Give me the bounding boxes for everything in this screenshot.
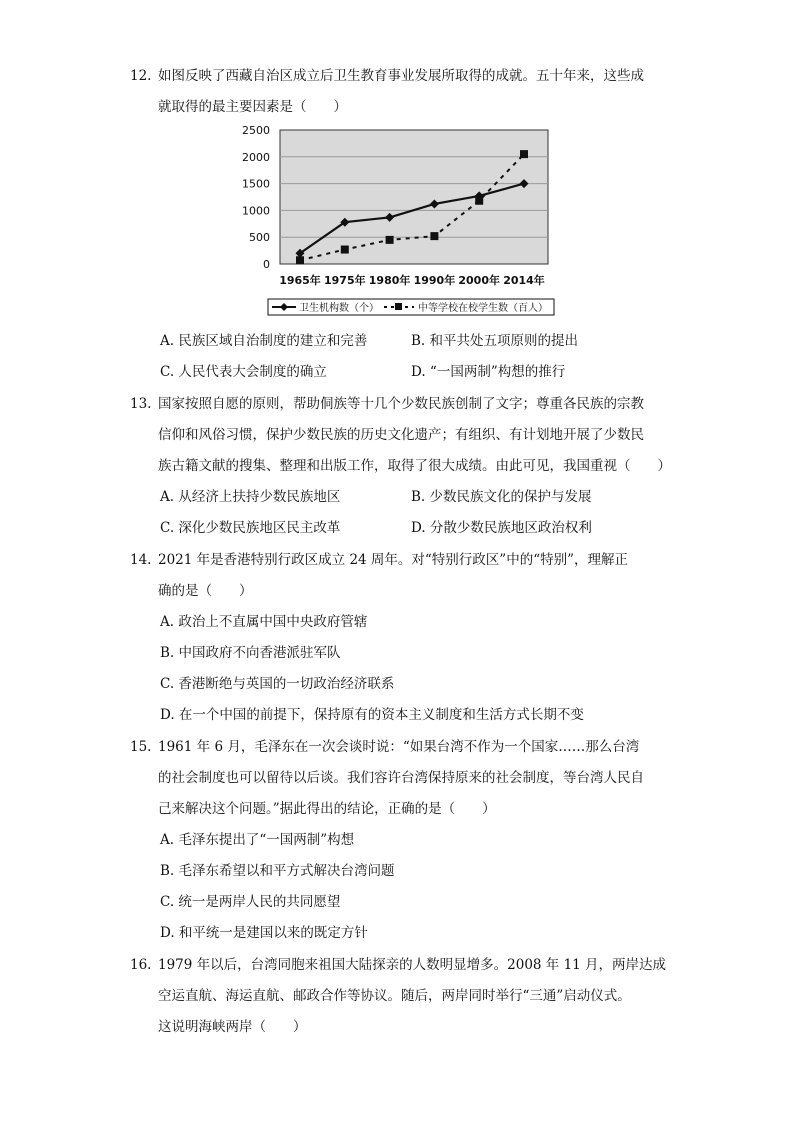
option-a[interactable]: A. 民族区域自治制度的建立和完善 [160, 333, 368, 349]
question-text: 己来解决这个问题。”据此得出的结论，正确的是（ ） [158, 801, 496, 817]
option-c[interactable]: C. 统一是两岸人民的共同愿望 [160, 894, 341, 910]
legend-marker-students [395, 303, 402, 310]
x-tick-label: 1980年 [368, 274, 411, 287]
option-c[interactable]: C. 香港断绝与英国的一切政治经济联系 [160, 676, 395, 692]
option-c[interactable]: C. 人民代表大会制度的确立 [160, 364, 327, 380]
question-text: 这说明海峡两岸（ ） [158, 1019, 307, 1035]
question-text: 2021 年是香港特别行政区成立 24 周年。对“特别行政区”中的“特别”，理解正 [158, 552, 629, 568]
y-tick-label: 2500 [242, 124, 270, 137]
y-tick-label: 1000 [242, 204, 270, 218]
plot-area [280, 130, 548, 264]
data-point-students [520, 150, 528, 158]
question-number: 14. [130, 552, 152, 568]
line-chart [238, 122, 558, 322]
x-tick-label: 1975年 [323, 274, 366, 287]
y-tick-label: 2000 [242, 150, 270, 164]
option-c[interactable]: C. 深化少数民族地区民主改革 [160, 520, 341, 536]
data-point-students [296, 256, 304, 264]
x-tick-label: 2014年 [503, 274, 545, 287]
question-number: 15. [130, 739, 152, 755]
data-point-students [475, 197, 483, 205]
question-text: 空运直航、海运直航、邮政合作等协议。随后，两岸同时举行“三通”启动仪式。 [158, 988, 631, 1004]
question-text: 如图反映了西藏自治区成立后卫生教育事业发展所取得的成就。五十年来，这些成 [158, 68, 644, 84]
option-d[interactable]: D. 在一个中国的前提下，保持原有的资本主义制度和生活方式长期不变 [160, 707, 584, 723]
option-b[interactable]: B. 毛泽东希望以和平方式解决台湾问题 [160, 863, 395, 879]
data-point-students [430, 232, 438, 240]
y-tick-label: 500 [249, 231, 270, 245]
chart-svg [238, 122, 558, 322]
option-b[interactable]: B. 少数民族文化的保护与发展 [411, 489, 592, 505]
x-tick-label: 1990年 [413, 274, 456, 287]
data-point-students [341, 246, 349, 254]
question-number: 12. [130, 68, 152, 84]
question-number: 13. [130, 396, 152, 412]
option-a[interactable]: A. 毛泽东提出了“一国两制”构想 [160, 832, 355, 848]
option-d[interactable]: D. “一国两制”构想的推行 [411, 364, 566, 380]
option-a[interactable]: A. 从经济上扶持少数民族地区 [160, 489, 341, 505]
question-text: 国家按照自愿的原则，帮助侗族等十几个少数民族创制了文字；尊重各民族的宗教 [158, 396, 644, 412]
legend-label-health: 卫生机构数（个） [299, 303, 379, 314]
x-tick-label: 1965年 [279, 274, 321, 287]
legend-label-students: 中等学校在校学生数（百人） [418, 303, 548, 314]
y-tick-label: 0 [263, 258, 270, 271]
option-a[interactable]: A. 政治上不直属中国中央政府管辖 [160, 614, 368, 630]
question-text: 就取得的最主要因素是（ ） [158, 99, 347, 115]
question-text: 的社会制度也可以留待以后谈。我们容许台湾保持原来的社会制度，等台湾人民自 [158, 770, 644, 786]
question-text: 1979 年以后，台湾同胞来祖国大陆探亲的人数明显增多。2008 年 11 月，两岸达成 [158, 957, 667, 973]
y-tick-label: 1500 [242, 177, 270, 191]
option-b[interactable]: B. 中国政府不向香港派驻军队 [160, 645, 341, 661]
question-text: 信仰和风俗习惯，保护少数民族的历史文化遗产；有组织、有计划地开展了少数民 [158, 427, 644, 443]
question-number: 16. [130, 957, 152, 973]
option-b[interactable]: B. 和平共处五项原则的提出 [411, 333, 579, 349]
question-text: 1961 年 6 月，毛泽东在一次会谈时说：“如果台湾不作为一个国家……那么台湾 [158, 739, 640, 755]
option-d[interactable]: D. 和平统一是建国以来的既定方针 [160, 925, 368, 941]
data-point-students [386, 236, 394, 244]
question-text: 族古籍文献的搜集、整理和出版工作，取得了很大成绩。由此可见，我国重视（ ） [158, 458, 671, 474]
question-text: 确的是（ ） [158, 583, 253, 599]
option-d[interactable]: D. 分散少数民族地区政治权利 [411, 520, 592, 536]
x-tick-label: 2000年 [458, 274, 501, 287]
